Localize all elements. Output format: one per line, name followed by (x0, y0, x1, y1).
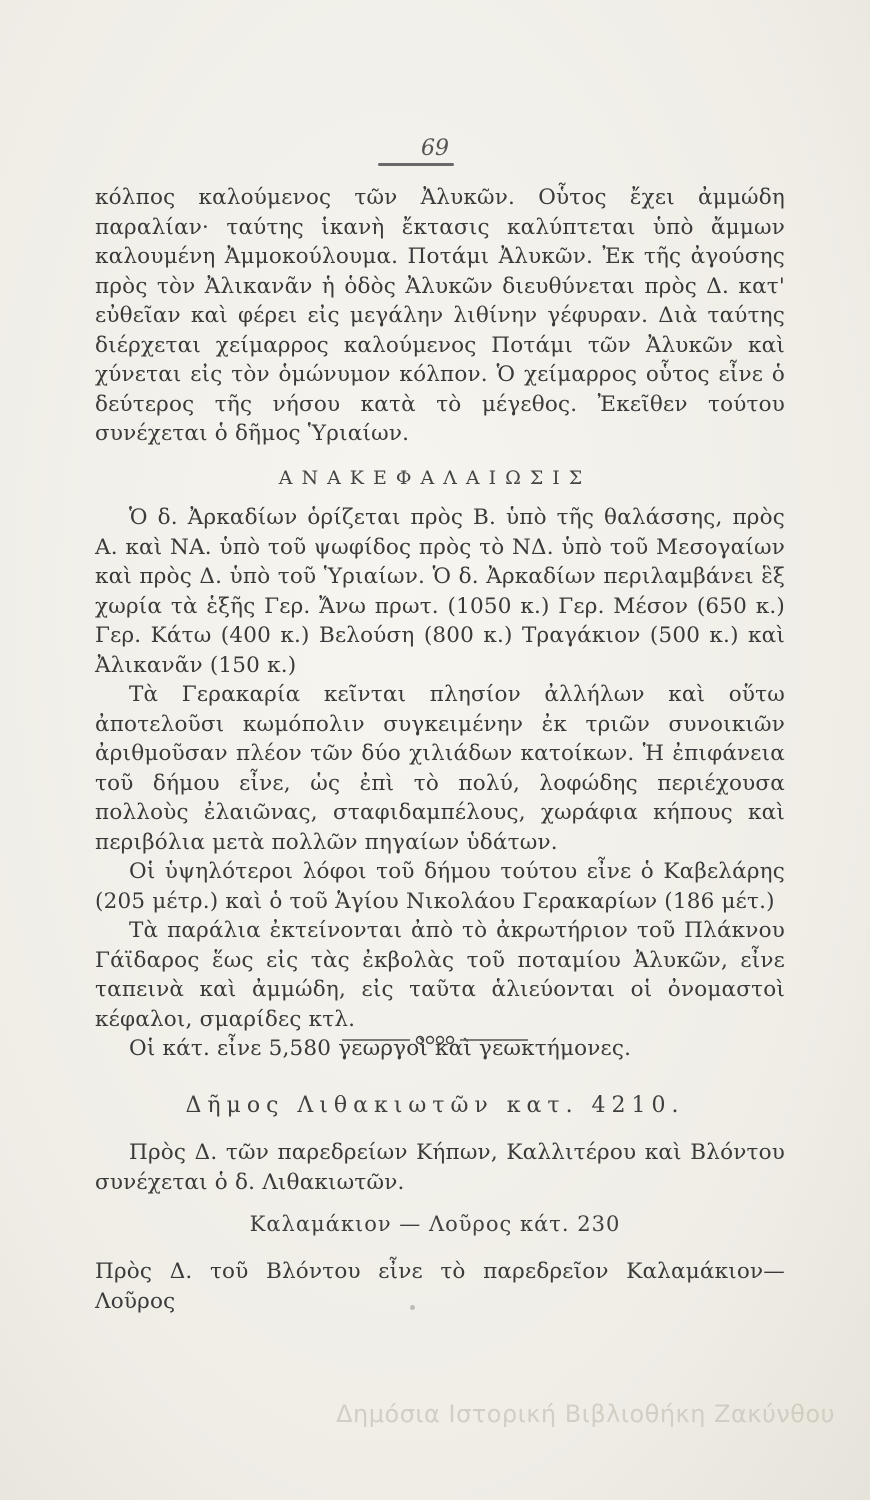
paragraph-villages: Τὰ Γερακαρία κεῖνται πλησίον ἀλλήλων καὶ οὕτω ἀποτελοῦσι κωμόπολιν συγκειμένην ἐκ τριῶν συνοικιῶν ἀριθμοῦσαν πλέον τῶν δύο χιλιάδων κατοίκων. Ἡ ἐπιφάνεια τοῦ δήμου εἶνε, ὡς ἐπὶ τὸ πολύ, λοφώδης περιέχουσα πολλοὺς ἐλαιῶνας, σταφιδαμπέλους, χωράφια κήπους καὶ περιβόλια μετὰ πολλῶν πηγαίων ὑδάτων. (95, 682, 785, 855)
section-heading: ΑΝΑΚΕΦΑΛΑΙΩΣΙΣ (278, 467, 592, 489)
bounds-paragraph: Πρὸς Δ. τῶν παρεδρείων Κήπων, Καλλιτέρου καὶ Βλόντου συνέχεται ὁ δ. Λιθακιωτῶν. (95, 1140, 785, 1195)
paragraph-hills: Οἱ ὑψηλότεροι λόφοι τοῦ δήμου τούτου εἶνε ὁ Καβελάρης (205 μέτρ.) καὶ ὁ τοῦ Ἁγίου Νικολάου Γερακαρίων (186 μέτ.) (95, 859, 785, 914)
library-watermark: Δημόσια Ιστορική Βιβλιοθήκη Ζακύνθου (336, 1400, 835, 1428)
ornament-divider-icon (340, 1034, 530, 1046)
paragraph-population: Οἱ κάτ. εἶνε 5,580 γεωργοὶ καὶ γεωκτήμονες. (129, 1036, 632, 1061)
page-number: 69 (421, 136, 449, 161)
summary-text-block (95, 503, 785, 1064)
paragraph-coast: Τὰ παράλια ἐκτείνονται ἀπὸ τὸ ἀκρωτήριον τοῦ Πλάκνου Γάϊδαρος ἕως εἰς τὰς ἐκβολὰς τοῦ ποταμίου Ἀλυκῶν, εἶνε ταπεινὰ καὶ ἀμμώδη, εἰς ταῦτα ἁλιεύονται οἱ ὀνομαστοὶ κέφαλοι, σμαρίδες κτλ. (95, 918, 785, 1032)
paragraph-boundaries: Ὁ δ. Ἀρκαδίων ὁρίζεται πρὸς Β. ὑπὸ τῆς θαλάσσης, πρὸς Α. καὶ ΝΑ. ὑπὸ τοῦ ψωφίδος πρὸς τὸ ΝΔ. ὑπὸ τοῦ Μεσογαίων καὶ πρὸς Δ. ὑπὸ τοῦ Ὑριαίων. Ὁ δ. Ἀρκαδίων περιλαμβάνει ἓξ χωρία τὰ ἑξῆς Γερ. Ἄνω πρωτ. (1050 κ.) Γερ. Μέσον (650 κ.) Γερ. Κάτω (400 κ.) Βελούση (800 κ.) Τραγάκιον (500 κ.) καὶ Ἀλικανᾶν (150 κ.) (95, 505, 785, 678)
municipality-heading: Δῆμος Λιθακιωτῶν κατ. 4210. (185, 1093, 685, 1118)
header-rule (378, 163, 454, 166)
bounds-text-block (95, 1138, 785, 1197)
final-line: Πρὸς Δ. τοῦ Βλόντου εἶνε τὸ παρεδρεῖον Καλαμάκιον—Λοῦρος (95, 1259, 785, 1314)
intro-paragraph: κόλπος καλούμενος τῶν Ἀλυκῶν. Οὗτος ἔχει ἀμμώδη παραλίαν· ταύτης ἱκανὴ ἔκτασις καλύπτεται ὑπὸ ἄμμων καλουμένη Ἀμμοκούλουμα. Ποτάμι Ἀλυκῶν. Ἐκ τῆς ἀγούσης πρὸς τὸν Ἀλικανᾶν ἡ ὁδὸς Ἀλυκῶν διευθύνεται πρὸς Δ. κατ' εὐθεῖαν καὶ φέρει εἰς μεγάλην λιθίνην γέφυραν. Διὰ ταύτης διέρχεται χείμαρρος καλούμενος Ποτάμι τῶν Ἀλυκῶν καὶ χύνεται εἰς τὸν ὁμώνυμον κόλπον. Ὁ χείμαρρος οὗτος εἶνε ὁ δεύτερος τῆς νήσου κατὰ τὸ μέγεθος. Ἐκεῖθεν τούτου συνέχεται ὁ δῆμος Ὑριαίων. (95, 185, 785, 446)
ornament-divider (0, 1031, 870, 1050)
sub-heading: Καλαμάκιον — Λοῦρος κάτ. 230 (249, 1212, 621, 1236)
final-text-block (95, 1257, 785, 1316)
intro-text-block (95, 183, 785, 449)
ink-speck (410, 1305, 415, 1310)
